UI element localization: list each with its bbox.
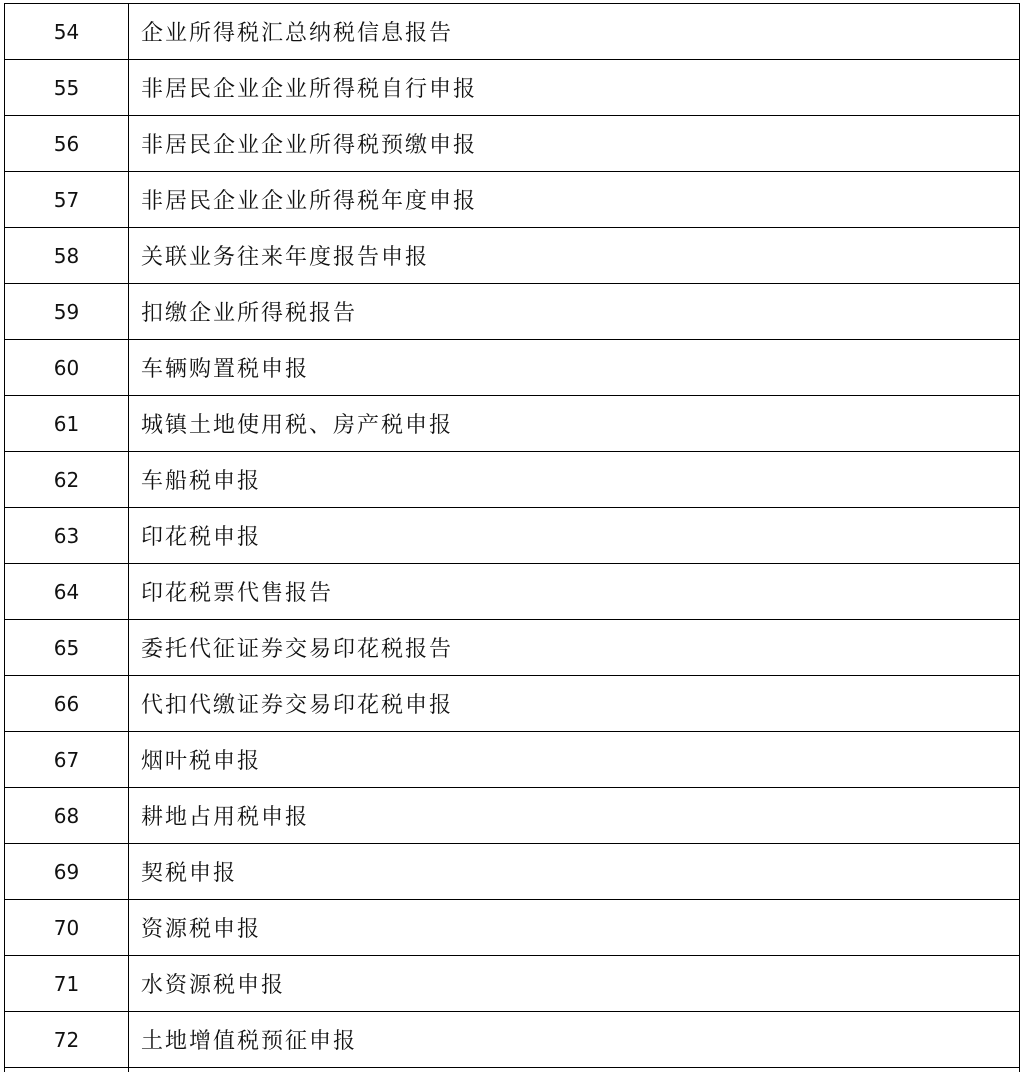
row-item-name: 代扣代缴证券交易印花税申报 [141,693,454,718]
row-number: 63 [5,508,129,563]
row-item-name: 耕地占用税申报 [141,805,310,830]
table-row [5,676,1019,732]
row-item-name: 非居民企业企业所得税年度申报 [141,189,478,214]
row-number: 61 [5,396,129,451]
row-item-name: 水资源税申报 [141,973,286,998]
table-row [5,1012,1019,1068]
table-row [5,228,1019,284]
row-number-empty [5,1068,129,1072]
table-row [5,844,1019,900]
row-item-name: 资源税申报 [141,917,262,942]
row-item-name: 委托代征证券交易印花税报告 [141,637,454,662]
table-row [5,788,1019,844]
row-number: 67 [5,732,129,787]
row-number: 68 [5,788,129,843]
row-number: 57 [5,172,129,227]
table-row [5,508,1019,564]
table-row [5,4,1019,60]
row-number: 69 [5,844,129,899]
row-item-name: 非居民企业企业所得税预缴申报 [141,133,478,158]
row-item-name-empty [129,1068,1019,1072]
row-number: 72 [5,1012,129,1067]
row-item-name: 车辆购置税申报 [141,357,310,382]
table-row [5,452,1019,508]
row-item-name: 关联业务往来年度报告申报 [141,245,430,270]
row-item-name: 车船税申报 [141,469,262,494]
table-row [5,116,1019,172]
row-number: 56 [5,116,129,171]
table-row [5,340,1019,396]
table-row [5,172,1019,228]
table-row [5,620,1019,676]
table-row [5,956,1019,1012]
row-item-name: 印花税票代售报告 [141,581,334,606]
row-item-name: 契税申报 [141,861,238,886]
row-item-name: 印花税申报 [141,525,262,550]
row-number: 58 [5,228,129,283]
row-number: 71 [5,956,129,1011]
row-number: 64 [5,564,129,619]
tax-items-table [4,3,1020,1072]
row-item-name: 企业所得税汇总纳税信息报告 [141,21,454,46]
row-number: 60 [5,340,129,395]
row-number: 66 [5,676,129,731]
row-number: 59 [5,284,129,339]
row-number: 54 [5,4,129,59]
table-row [5,60,1019,116]
table-row-partial [5,1068,1019,1072]
row-number: 62 [5,452,129,507]
row-item-name: 非居民企业企业所得税自行申报 [141,77,478,102]
table-row [5,396,1019,452]
row-item-name: 扣缴企业所得税报告 [141,301,358,326]
row-item-name: 城镇土地使用税、房产税申报 [141,413,454,438]
table-row [5,732,1019,788]
row-item-name: 土地增值税预征申报 [141,1029,358,1054]
row-number: 70 [5,900,129,955]
table-row [5,284,1019,340]
table-row [5,900,1019,956]
row-number: 55 [5,60,129,115]
row-item-name: 烟叶税申报 [141,749,262,774]
table-row [5,564,1019,620]
row-number: 65 [5,620,129,675]
